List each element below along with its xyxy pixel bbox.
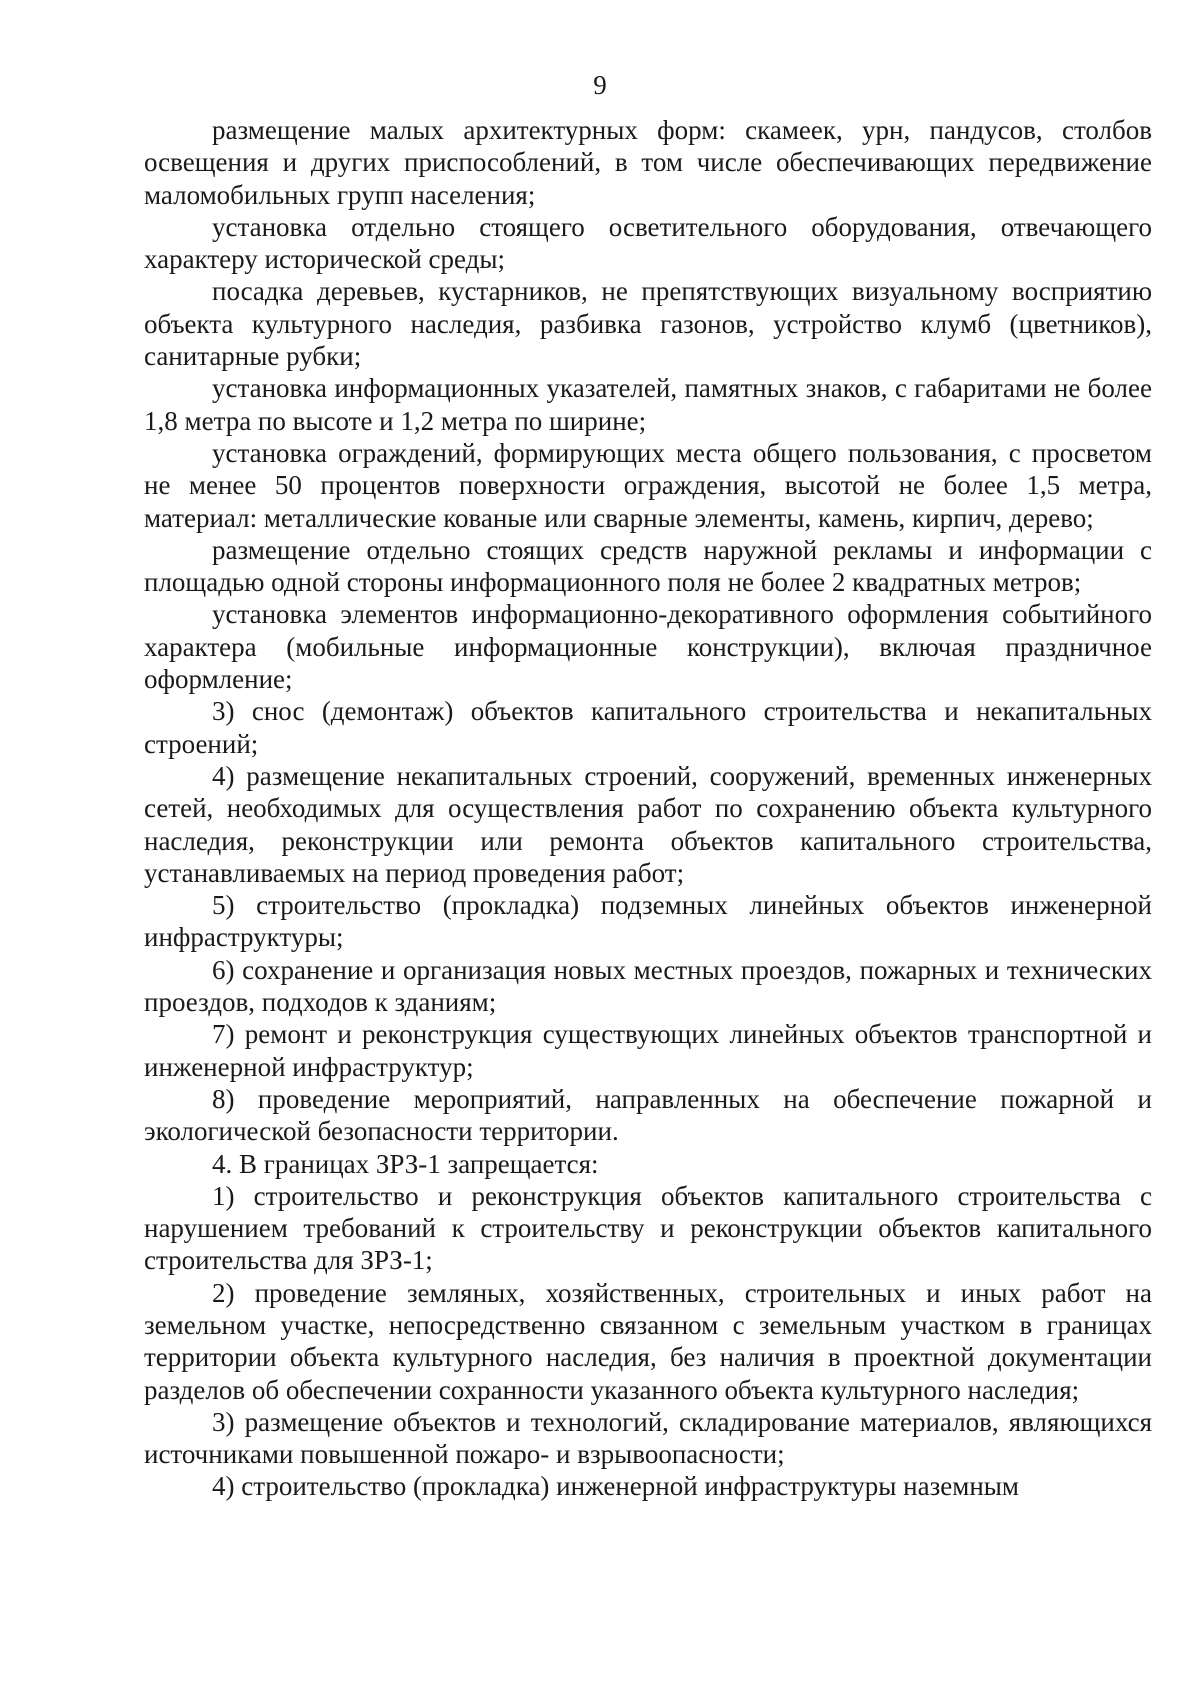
paragraph-prohibited-3: 3) размещение объектов и технологий, складирование материалов, являющихся источниками повышенной пожаро- и взрывоопасности; — [144, 1406, 1152, 1470]
paragraph-prohibited-2: 2) проведение земляных, хозяйственных, строительных и иных работ на земельном участке, непосредственно связанном с земельным участком в границах территории объекта культурного наследия, без наличия в проектной документации разделов об обеспечении сохранности указанного объекта культурного наследия; — [144, 1277, 1152, 1405]
document-body — [144, 114, 1152, 1503]
paragraph-decorative-elements: установка элементов информационно-декоративного оформления событийного характера (мобильные информационные конструкции), включая праздничное оформление; — [144, 599, 1152, 695]
paragraph-item-7-repair: 7) ремонт и реконструкция существующих линейных объектов транспортной и инженерной инфраструктур; — [144, 1019, 1152, 1082]
paragraph-fences: установка ограждений, формирующих места общего пользования, с просветом не менее 50 процентов поверхности ограждения, высотой не более 1,5 метра, материал: металлические кованые или сварные элементы, камень, кирпич, дерево; — [144, 437, 1152, 533]
paragraph-prohibited-1: 1) строительство и реконструкция объектов капитального строительства с нарушением требований к строительству и реконструкции объектов капитального строительства для ЗРЗ-1; — [144, 1180, 1152, 1276]
paragraph-tree-planting: посадка деревьев, кустарников, не препятствующих визуальному восприятию объекта культурного наследия, разбивка газонов, устройство клумб (цветников), санитарные рубки; — [144, 276, 1152, 372]
paragraph-item-8-safety: 8) проведение мероприятий, направленных на обеспечение пожарной и экологической безопасности территории. — [144, 1083, 1152, 1147]
paragraph-outdoor-advertising: размещение отдельно стоящих средств наружной рекламы и информации с площадью одной стороны информационного поля не более 2 квадратных метров; — [144, 534, 1152, 598]
paragraph-lighting-equipment: установка отдельно стоящего осветительного оборудования, отвечающего характеру исторической среды; — [144, 211, 1152, 275]
paragraph-small-architectural-forms: размещение малых архитектурных форм: скамеек, урн, пандусов, столбов освещения и других приспособлений, в том числе обеспечивающих передвижение маломобильных групп населения; — [144, 115, 1152, 210]
section-heading-prohibitions: 4. В границах ЗРЗ-1 запрещается: — [212, 1148, 599, 1179]
page-number: 9 — [593, 70, 607, 100]
paragraph-item-4-temporary-structures: 4) размещение некапитальных строений, сооружений, временных инженерных сетей, необходимых для осуществления работ по сохранению объекта культурного наследия, реконструкции или ремонта объектов капитального строительства, устанавливаемых на период проведения работ; — [144, 760, 1152, 888]
paragraph-item-5-underground-objects: 5) строительство (прокладка) подземных линейных объектов инженерной инфраструктуры; — [144, 890, 1152, 953]
paragraph-item-6-driveways: 6) сохранение и организация новых местных проездов, пожарных и технических проездов, подходов к зданиям; — [144, 954, 1152, 1018]
paragraph-information-signs: установка информационных указателей, памятных знаков, с габаритами не более 1,8 метра по высоте и 1,2 метра по ширине; — [144, 373, 1152, 436]
paragraph-prohibited-4: 4) строительство (прокладка) инженерной инфраструктуры наземным — [212, 1471, 1019, 1502]
paragraph-item-3-demolition: 3) снос (демонтаж) объектов капитального строительства и некапитальных строений; — [144, 696, 1152, 759]
